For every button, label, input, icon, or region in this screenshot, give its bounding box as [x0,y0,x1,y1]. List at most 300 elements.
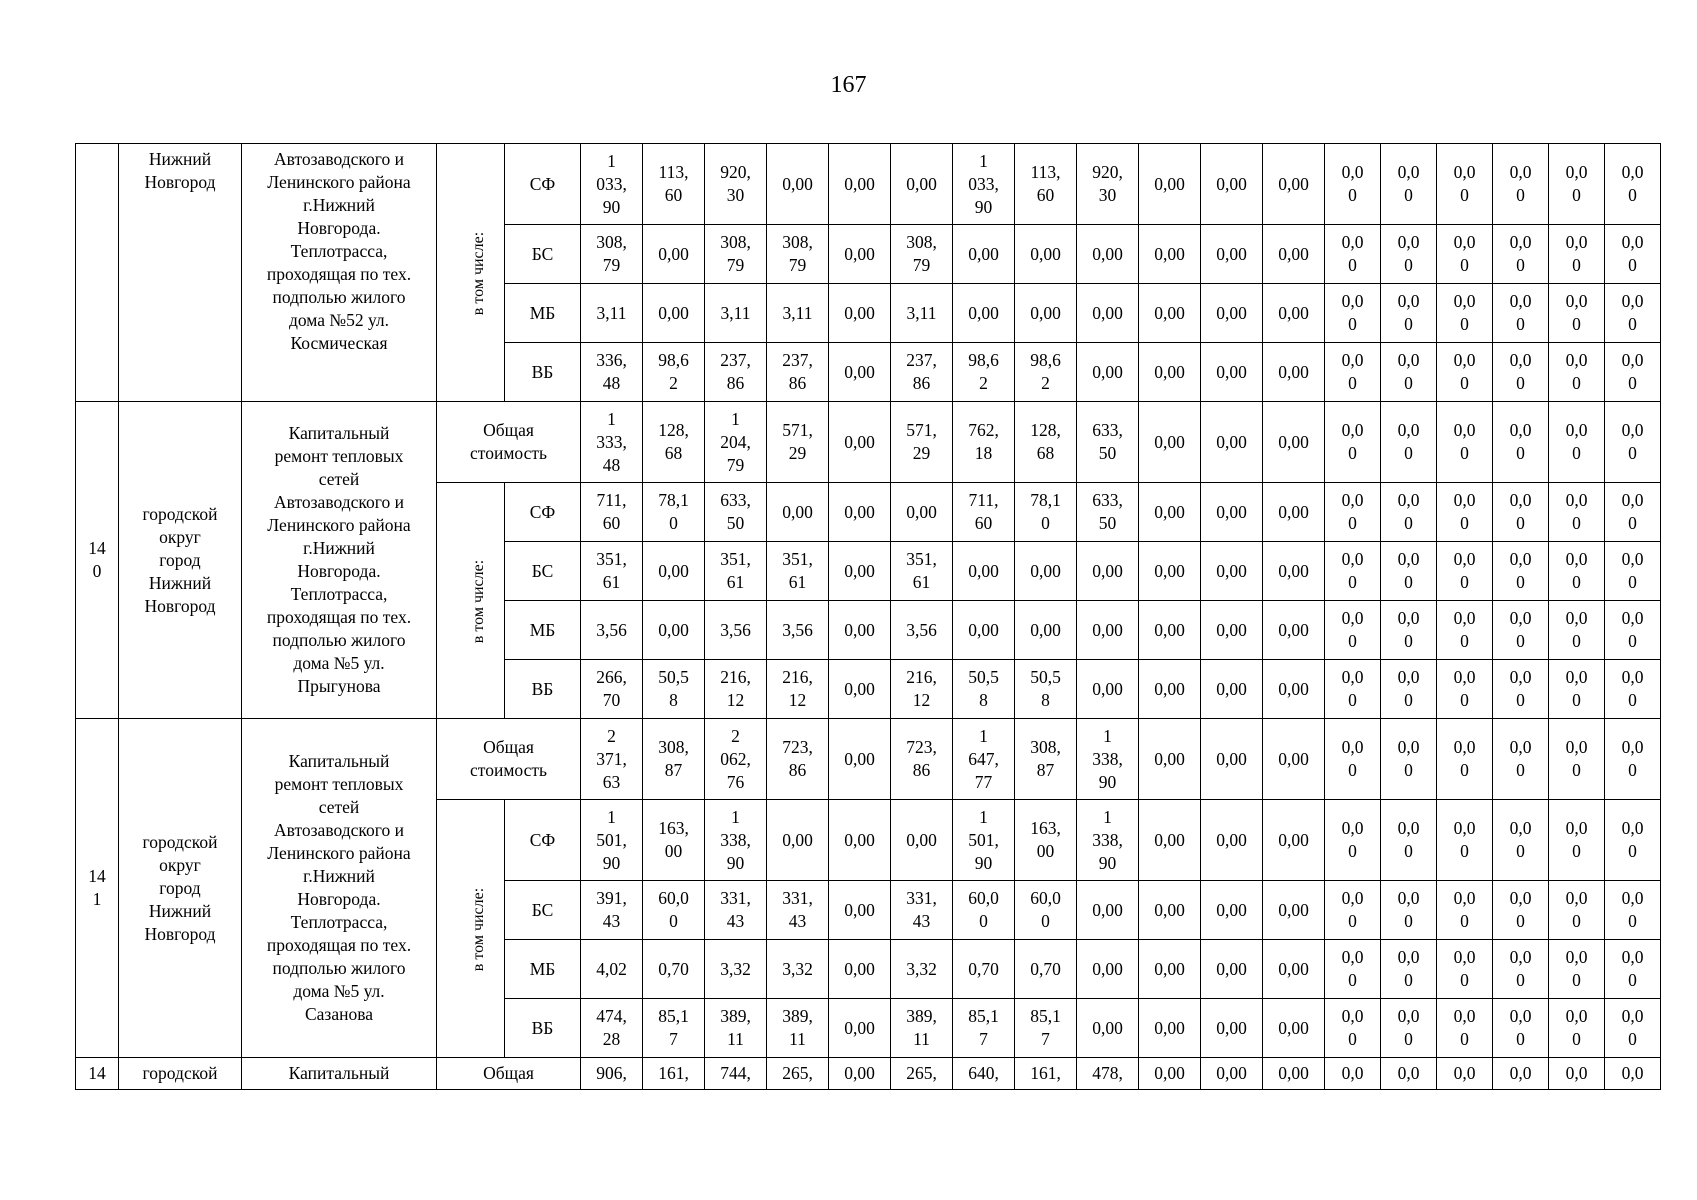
value-cell: 0,0 0 [1381,284,1437,343]
value-cell: 0,00 [829,402,891,483]
value-cell: 0,0 0 [1493,881,1549,940]
funding-source: МБ [505,940,581,999]
object-name: Капитальный ремонт тепловых сетей Автозаводского и Ленинского района г.Нижний Новгорода. Теплотрасса, проходящая по тех. подполью жилого дома №5 ул. Сазанова [242,719,437,1058]
value-cell: 0,0 0 [1549,719,1605,800]
row-number: 14 [76,1058,119,1090]
value-cell: 0,00 [1015,225,1077,284]
value-cell: 0,0 0 [1549,660,1605,719]
value-cell: 0,00 [1263,881,1325,940]
value-cell: 711, 60 [953,483,1015,542]
value-cell: 0,0 0 [1381,999,1437,1058]
value-cell: 0,0 0 [1325,601,1381,660]
value-cell: 0,0 0 [1605,542,1661,601]
value-cell: 0,0 0 [1549,284,1605,343]
value-cell: 0,0 0 [1493,343,1549,402]
value-cell: 723, 86 [891,719,953,800]
value-cell: 0,00 [1077,940,1139,999]
value-cell: 0,00 [1263,800,1325,881]
value-cell: 0,0 0 [1381,144,1437,225]
value-cell: 0,00 [829,881,891,940]
value-cell: 0,00 [829,483,891,542]
value-cell: 163, 00 [1015,800,1077,881]
value-cell: 0,0 0 [1605,343,1661,402]
value-cell: 0,0 0 [1325,719,1381,800]
value-cell: 0,00 [1263,402,1325,483]
value-cell: 0,00 [643,225,705,284]
funding-source: МБ [505,284,581,343]
value-cell: 906, [581,1058,643,1090]
value-cell: 389, 11 [767,999,829,1058]
value-cell: 0,0 0 [1381,402,1437,483]
value-cell: 3,32 [891,940,953,999]
funding-source: БС [505,881,581,940]
value-cell: 0,00 [1139,999,1201,1058]
value-cell: 0,0 0 [1493,999,1549,1058]
value-cell: 0,0 0 [1325,940,1381,999]
value-cell: 0,0 0 [1381,940,1437,999]
value-cell: 308, 79 [767,225,829,284]
value-cell: 0,0 [1549,1058,1605,1090]
value-cell: 0,0 0 [1381,225,1437,284]
total-cost-label: Общая [437,1058,581,1090]
value-cell: 0,0 0 [1549,483,1605,542]
value-cell: 0,00 [1201,144,1263,225]
value-cell: 0,00 [1139,402,1201,483]
value-cell: 50,5 8 [1015,660,1077,719]
value-cell: 0,00 [1139,719,1201,800]
value-cell: 0,0 0 [1549,225,1605,284]
in-total-label-text: в том числе: [470,231,488,315]
value-cell: 1 501, 90 [581,800,643,881]
value-cell: 0,0 0 [1381,601,1437,660]
value-cell: 265, [891,1058,953,1090]
value-cell: 0,00 [1263,940,1325,999]
value-cell: 0,00 [1139,542,1201,601]
value-cell: 78,1 0 [1015,483,1077,542]
value-cell: 0,0 0 [1437,999,1493,1058]
value-cell: 0,0 0 [1605,225,1661,284]
value-cell: 0,00 [1139,483,1201,542]
value-cell: 0,00 [1263,483,1325,542]
value-cell: 3,32 [705,940,767,999]
value-cell: 0,0 0 [1493,800,1549,881]
value-cell: 3,11 [891,284,953,343]
value-cell: 0,00 [1201,800,1263,881]
value-cell: 331, 43 [767,881,829,940]
value-cell: 0,00 [829,284,891,343]
value-cell: 389, 11 [705,999,767,1058]
value-cell: 0,0 0 [1437,284,1493,343]
value-cell: 0,0 0 [1437,800,1493,881]
value-cell: 0,00 [1077,881,1139,940]
value-cell: 113, 60 [1015,144,1077,225]
value-cell: 0,0 0 [1325,881,1381,940]
value-cell: 0,00 [1139,225,1201,284]
value-cell: 0,0 0 [1325,800,1381,881]
value-cell: 78,1 0 [643,483,705,542]
value-cell: 0,00 [829,225,891,284]
value-cell: 0,0 0 [1381,343,1437,402]
value-cell: 0,0 0 [1549,881,1605,940]
value-cell: 0,0 0 [1605,284,1661,343]
value-cell: 0,0 0 [1605,881,1661,940]
value-cell: 0,0 0 [1549,542,1605,601]
value-cell: 0,0 0 [1325,343,1381,402]
value-cell: 0,00 [1077,660,1139,719]
value-cell: 0,00 [1201,402,1263,483]
value-cell: 0,0 0 [1381,881,1437,940]
value-cell: 2 062, 76 [705,719,767,800]
value-cell: 0,0 0 [1549,402,1605,483]
value-cell: 0,0 0 [1437,225,1493,284]
funding-source: СФ [505,483,581,542]
value-cell: 0,00 [1201,542,1263,601]
value-cell: 0,00 [1263,1058,1325,1090]
value-cell: 0,00 [953,542,1015,601]
value-cell: 0,00 [1263,343,1325,402]
value-cell: 0,00 [1015,284,1077,343]
funding-source: СФ [505,144,581,225]
value-cell: 0,0 0 [1605,800,1661,881]
value-cell: 0,0 0 [1437,402,1493,483]
value-cell: 0,0 0 [1437,144,1493,225]
value-cell: 0,0 0 [1605,660,1661,719]
value-cell: 60,0 0 [953,881,1015,940]
value-cell: 216, 12 [767,660,829,719]
value-cell: 308, 87 [643,719,705,800]
value-cell: 0,00 [891,483,953,542]
value-cell: 0,00 [1201,999,1263,1058]
value-cell: 0,0 0 [1549,940,1605,999]
value-cell: 308, 79 [891,225,953,284]
value-cell: 0,00 [1139,343,1201,402]
value-cell: 0,00 [829,601,891,660]
value-cell: 0,0 0 [1605,483,1661,542]
value-cell: 1 033, 90 [953,144,1015,225]
value-cell: 0,00 [767,144,829,225]
value-cell: 0,70 [643,940,705,999]
value-cell: 0,0 0 [1549,999,1605,1058]
value-cell: 0,0 0 [1437,601,1493,660]
value-cell: 0,00 [1263,144,1325,225]
value-cell: 1 338, 90 [1077,800,1139,881]
value-cell: 351, 61 [705,542,767,601]
value-cell: 161, [643,1058,705,1090]
value-cell: 0,00 [829,1058,891,1090]
value-cell: 0,0 0 [1437,343,1493,402]
value-cell: 920, 30 [705,144,767,225]
funding-source: СФ [505,800,581,881]
value-cell: 85,1 7 [1015,999,1077,1058]
value-cell: 0,0 0 [1493,940,1549,999]
table-row [76,719,1661,800]
value-cell: 98,6 2 [953,343,1015,402]
value-cell: 0,0 [1605,1058,1661,1090]
value-cell: 633, 50 [705,483,767,542]
value-cell: 3,56 [581,601,643,660]
value-cell: 1 204, 79 [705,402,767,483]
value-cell: 0,0 0 [1437,660,1493,719]
value-cell: 0,00 [1201,1058,1263,1090]
value-cell: 0,00 [1139,660,1201,719]
in-total-label-text: в том числе: [470,559,488,643]
value-cell: 0,0 0 [1381,800,1437,881]
value-cell: 50,5 8 [643,660,705,719]
value-cell: 0,00 [643,542,705,601]
funding-source: ВБ [505,343,581,402]
value-cell: 0,00 [767,483,829,542]
value-cell: 0,00 [1139,881,1201,940]
value-cell: 0,0 0 [1605,402,1661,483]
value-cell: 389, 11 [891,999,953,1058]
value-cell: 0,00 [1077,343,1139,402]
value-cell: 0,70 [1015,940,1077,999]
value-cell: 3,56 [891,601,953,660]
value-cell: 0,00 [1139,800,1201,881]
value-cell: 163, 00 [643,800,705,881]
value-cell: 128, 68 [643,402,705,483]
value-cell: 0,00 [829,542,891,601]
value-cell: 0,0 0 [1437,881,1493,940]
value-cell: 0,00 [1201,719,1263,800]
value-cell: 2 371, 63 [581,719,643,800]
value-cell: 474, 28 [581,999,643,1058]
value-cell: 0,00 [1201,483,1263,542]
value-cell: 0,00 [1263,719,1325,800]
value-cell: 85,1 7 [643,999,705,1058]
value-cell: 633, 50 [1077,483,1139,542]
value-cell: 0,00 [767,800,829,881]
value-cell: 0,00 [1077,542,1139,601]
row-number [76,144,119,402]
value-cell: 1 338, 90 [705,800,767,881]
value-cell: 0,00 [1139,940,1201,999]
value-cell: 0,0 [1325,1058,1381,1090]
value-cell: 128, 68 [1015,402,1077,483]
value-cell: 0,0 0 [1493,601,1549,660]
value-cell: 308, 79 [705,225,767,284]
value-cell: 0,00 [829,144,891,225]
object-name: Капитальный [242,1058,437,1090]
value-cell: 0,0 0 [1325,660,1381,719]
value-cell: 266, 70 [581,660,643,719]
value-cell: 0,0 0 [1437,719,1493,800]
funding-source: ВБ [505,999,581,1058]
value-cell: 391, 43 [581,881,643,940]
value-cell: 3,56 [767,601,829,660]
value-cell: 0,00 [953,601,1015,660]
value-cell: 711, 60 [581,483,643,542]
value-cell: 0,0 0 [1325,284,1381,343]
value-cell: 0,00 [1139,601,1201,660]
value-cell: 0,00 [1077,999,1139,1058]
value-cell: 98,6 2 [1015,343,1077,402]
value-cell: 216, 12 [705,660,767,719]
value-cell: 0,00 [1077,601,1139,660]
value-cell: 744, [705,1058,767,1090]
value-cell: 237, 86 [767,343,829,402]
value-cell: 0,00 [643,284,705,343]
value-cell: 0,0 0 [1325,483,1381,542]
value-cell: 0,00 [1201,601,1263,660]
value-cell: 0,0 0 [1605,719,1661,800]
value-cell: 351, 61 [581,542,643,601]
table-row [76,144,1661,225]
value-cell: 0,0 0 [1381,542,1437,601]
value-cell: 0,0 0 [1493,284,1549,343]
value-cell: 0,00 [1263,999,1325,1058]
value-cell: 1 333, 48 [581,402,643,483]
value-cell: 0,00 [1201,660,1263,719]
value-cell: 3,56 [705,601,767,660]
value-cell: 0,0 0 [1325,402,1381,483]
value-cell: 308, 87 [1015,719,1077,800]
value-cell: 920, 30 [1077,144,1139,225]
municipality: городской округ город Нижний Новгород [119,402,242,719]
value-cell: 216, 12 [891,660,953,719]
value-cell: 0,00 [1139,144,1201,225]
value-cell: 0,00 [1015,542,1077,601]
value-cell: 0,00 [1077,284,1139,343]
value-cell: 0,0 0 [1381,660,1437,719]
value-cell: 60,0 0 [1015,881,1077,940]
value-cell: 0,00 [1201,881,1263,940]
value-cell: 0,00 [829,940,891,999]
value-cell: 0,0 0 [1493,225,1549,284]
value-cell: 3,11 [767,284,829,343]
total-cost-label: Общая стоимость [437,402,581,483]
value-cell: 640, [953,1058,1015,1090]
value-cell: 1 647, 77 [953,719,1015,800]
value-cell: 0,00 [1201,284,1263,343]
value-cell: 265, [767,1058,829,1090]
table-row [76,402,1661,483]
value-cell: 3,11 [705,284,767,343]
value-cell: 237, 86 [891,343,953,402]
value-cell: 0,0 0 [1437,483,1493,542]
value-cell: 0,00 [1263,225,1325,284]
value-cell: 0,0 0 [1493,719,1549,800]
value-cell: 3,32 [767,940,829,999]
value-cell: 0,00 [953,284,1015,343]
value-cell: 0,00 [1139,284,1201,343]
value-cell: 723, 86 [767,719,829,800]
value-cell: 0,0 [1493,1058,1549,1090]
value-cell: 0,00 [1015,601,1077,660]
value-cell: 0,0 0 [1493,483,1549,542]
value-cell: 0,0 0 [1381,719,1437,800]
value-cell: 351, 61 [767,542,829,601]
value-cell: 0,0 0 [1493,542,1549,601]
value-cell: 237, 86 [705,343,767,402]
value-cell: 0,0 0 [1325,542,1381,601]
value-cell: 0,00 [1263,542,1325,601]
value-cell: 0,00 [829,719,891,800]
value-cell: 571, 29 [891,402,953,483]
value-cell: 0,00 [891,144,953,225]
value-cell: 0,0 0 [1437,940,1493,999]
funding-source: МБ [505,601,581,660]
value-cell: 0,00 [1201,343,1263,402]
value-cell: 1 033, 90 [581,144,643,225]
value-cell: 3,11 [581,284,643,343]
value-cell: 0,00 [829,999,891,1058]
value-cell: 0,0 0 [1325,999,1381,1058]
value-cell: 50,5 8 [953,660,1015,719]
value-cell: 85,1 7 [953,999,1015,1058]
value-cell: 1 338, 90 [1077,719,1139,800]
funding-source: БС [505,225,581,284]
value-cell: 0,00 [1263,601,1325,660]
value-cell: 0,00 [953,225,1015,284]
value-cell: 0,00 [829,800,891,881]
value-cell: 0,0 0 [1605,999,1661,1058]
value-cell: 60,0 0 [643,881,705,940]
in-total-label-text: в том числе: [470,887,488,971]
value-cell: 478, [1077,1058,1139,1090]
municipality: Нижний Новгород [119,144,242,402]
value-cell: 0,0 0 [1325,225,1381,284]
value-cell: 0,0 0 [1381,483,1437,542]
value-cell: 571, 29 [767,402,829,483]
value-cell: 0,00 [1263,284,1325,343]
total-cost-label: Общая стоимость [437,719,581,800]
value-cell: 351, 61 [891,542,953,601]
value-cell: 0,0 0 [1493,144,1549,225]
value-cell: 0,0 0 [1549,800,1605,881]
value-cell: 0,0 0 [1325,144,1381,225]
municipality: городской округ город Нижний Новгород [119,719,242,1058]
value-cell: 0,0 0 [1605,601,1661,660]
value-cell: 0,00 [1263,660,1325,719]
value-cell: 0,0 0 [1605,144,1661,225]
funding-source: БС [505,542,581,601]
value-cell: 0,00 [891,800,953,881]
object-name: Автозаводского и Ленинского района г.Нижний Новгорода. Теплотрасса, проходящая по тех. подполью жилого дома №52 ул. Космическая [242,144,437,402]
value-cell: 98,6 2 [643,343,705,402]
municipality: городской [119,1058,242,1090]
value-cell: 331, 43 [705,881,767,940]
page-number: 167 [830,72,867,98]
funding-source: ВБ [505,660,581,719]
row-number: 14 0 [76,402,119,719]
in-total-label [437,483,505,719]
value-cell: 0,00 [829,660,891,719]
value-cell: 308, 79 [581,225,643,284]
value-cell: 1 501, 90 [953,800,1015,881]
row-number: 14 1 [76,719,119,1058]
value-cell: 0,0 0 [1493,660,1549,719]
in-total-label [437,144,505,402]
value-cell: 0,00 [1201,225,1263,284]
value-cell: 0,70 [953,940,1015,999]
value-cell: 0,00 [1077,225,1139,284]
value-cell: 0,0 0 [1437,542,1493,601]
value-cell: 113, 60 [643,144,705,225]
value-cell: 331, 43 [891,881,953,940]
value-cell: 4,02 [581,940,643,999]
value-cell: 0,00 [1139,1058,1201,1090]
value-cell: 0,0 0 [1605,940,1661,999]
table-row [76,1058,1661,1090]
value-cell: 0,0 0 [1549,343,1605,402]
value-cell: 336, 48 [581,343,643,402]
value-cell: 0,0 [1381,1058,1437,1090]
value-cell: 633, 50 [1077,402,1139,483]
value-cell: 762, 18 [953,402,1015,483]
value-cell: 0,0 [1437,1058,1493,1090]
object-name: Капитальный ремонт тепловых сетей Автозаводского и Ленинского района г.Нижний Новгорода. Теплотрасса, проходящая по тех. подполью жилого дома №5 ул. Прыгунова [242,402,437,719]
